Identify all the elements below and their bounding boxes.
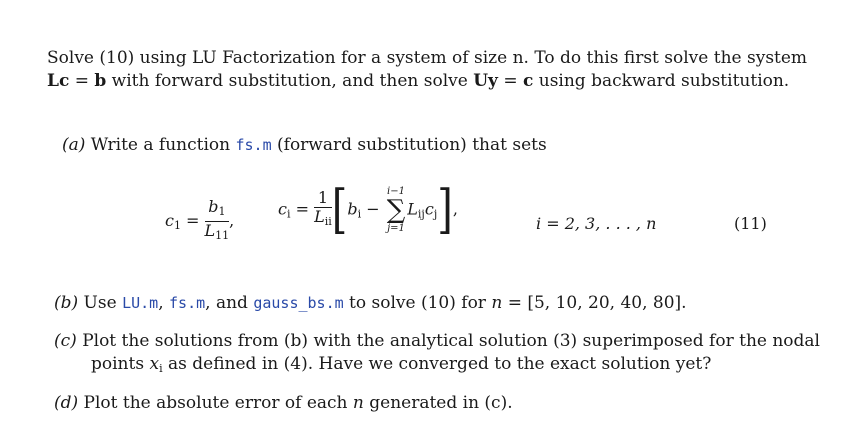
intro-text-1: Solve (10) using LU Factorization for a system of size n. To do this first solve the system bbox=[47, 48, 808, 68]
one-over-Lii bbox=[314, 189, 332, 231]
part-d-text-2: generated in (c). bbox=[363, 393, 513, 413]
c1-sub: 1 bbox=[173, 219, 181, 232]
part-c-text-2: points bbox=[91, 354, 150, 374]
intro-line-2 bbox=[47, 70, 789, 92]
b1-num: b bbox=[208, 197, 219, 216]
Lij-symbol: L bbox=[407, 199, 418, 219]
code-gauss-bs: gauss_bs.m bbox=[253, 294, 344, 312]
vector-b: b bbox=[94, 71, 107, 91]
vector-c: c bbox=[522, 71, 534, 91]
n-symbol-2: n bbox=[352, 393, 364, 413]
part-d-text-1: Plot the absolute error of each bbox=[78, 393, 353, 413]
part-b-text-2: , bbox=[158, 293, 170, 313]
xi-sub: i bbox=[159, 362, 163, 375]
part-d-label: (d) bbox=[54, 393, 79, 413]
summation bbox=[387, 186, 406, 234]
code-fs: fs.m bbox=[169, 294, 206, 312]
part-b-text-1: Use bbox=[78, 293, 123, 313]
cj-sub: j bbox=[433, 207, 438, 221]
part-c-line-1 bbox=[54, 330, 820, 352]
part-c-text-1: Plot the solutions from (b) with the analytical solution (3) superimposed for the nodal bbox=[76, 331, 820, 351]
L11-sub: 11 bbox=[215, 229, 230, 242]
sum-upper-limit: i−1 bbox=[387, 186, 405, 197]
ci-sub: i bbox=[286, 207, 291, 221]
intro-text-2: with forward substitution, and then solve bbox=[106, 71, 474, 91]
xi-symbol: x bbox=[149, 354, 160, 374]
c1-symbol: c bbox=[165, 211, 174, 230]
matrix-Uy: Uy bbox=[473, 71, 498, 91]
part-b-label: (b) bbox=[54, 293, 79, 313]
part-a-text-2: (forward substitution) that sets bbox=[271, 135, 547, 155]
Lij-sub: ij bbox=[417, 207, 425, 221]
intro-line-1 bbox=[47, 47, 807, 69]
part-b-text-3: , and bbox=[205, 293, 254, 313]
b1-sub: 1 bbox=[218, 205, 226, 218]
part-a-code: fs.m bbox=[235, 136, 272, 154]
intro-text-3: using backward substitution. bbox=[533, 71, 790, 91]
part-c-line-2 bbox=[91, 353, 711, 380]
bi-sub: i bbox=[357, 207, 362, 221]
part-c-label: (c) bbox=[54, 331, 77, 351]
left-bracket: [ bbox=[331, 180, 348, 240]
matrix-Lc: Lc bbox=[47, 71, 70, 91]
index-range: i = 2, 3, . . . , n bbox=[536, 214, 657, 233]
sigma-symbol: ∑ bbox=[386, 195, 406, 225]
code-lu: LU.m bbox=[122, 294, 159, 312]
part-a-text-1: Write a function bbox=[85, 135, 236, 155]
part-b-text-5: = [5, 10, 20, 40, 80]. bbox=[502, 293, 687, 313]
part-a-label: (a) bbox=[62, 135, 86, 155]
part-a bbox=[62, 134, 547, 156]
cj-symbol: c bbox=[424, 199, 434, 219]
minus-sign: − bbox=[361, 199, 385, 219]
b1-over-L11 bbox=[205, 198, 230, 245]
equation-ci bbox=[278, 180, 458, 266]
sum-lower-limit: j=1 bbox=[387, 223, 405, 234]
Lii-sub: ii bbox=[324, 215, 332, 228]
one-num: 1 bbox=[314, 189, 332, 208]
c1-comma: , bbox=[229, 211, 235, 230]
part-c-text-3: as defined in (4). Have we converged to the exact solution yet? bbox=[162, 354, 712, 374]
equation-number: (11) bbox=[734, 214, 767, 233]
equation-c1 bbox=[165, 198, 234, 278]
part-b-text-4: to solve (10) for bbox=[343, 293, 492, 313]
part-d bbox=[54, 392, 513, 414]
bi-symbol: b bbox=[347, 199, 358, 219]
Lii-den: L bbox=[314, 207, 325, 226]
ci-equals: = bbox=[290, 199, 315, 219]
part-b bbox=[54, 292, 687, 314]
n-symbol: n bbox=[491, 293, 503, 313]
right-bracket: ] bbox=[437, 180, 453, 240]
c1-equals: = bbox=[180, 211, 205, 230]
equals: = bbox=[69, 71, 95, 91]
ci-symbol: c bbox=[278, 199, 287, 219]
L11-den: L bbox=[204, 221, 216, 240]
ci-comma: , bbox=[452, 199, 458, 219]
equals-2: = bbox=[497, 71, 523, 91]
